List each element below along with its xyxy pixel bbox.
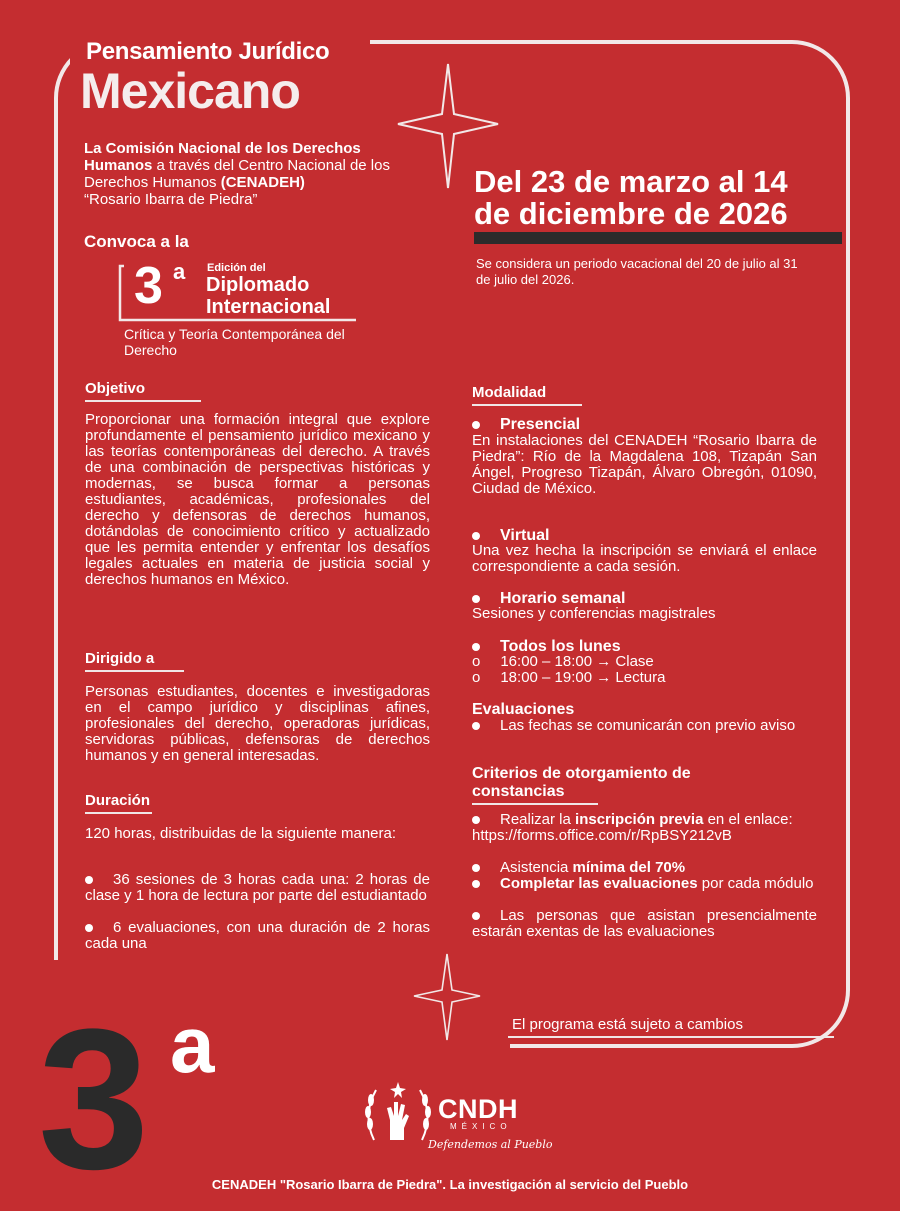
bullet-icon — [85, 924, 93, 932]
criterio-2-pre: Asistencia — [500, 859, 573, 876]
duracion-section — [85, 792, 430, 810]
bullet-icon — [472, 722, 480, 730]
disclaimer-underline — [508, 1036, 834, 1038]
evaluaciones-item — [472, 718, 817, 734]
objetivo-section — [85, 380, 430, 398]
presencial-text: En instalaciones del CENADEH “Rosario Ibarra de Piedra”: Río de la Magdalena 108, Tizapán San Ángel, Progreso Tizapán, Álvaro Obregón, 01090, Ciudad de México. — [472, 432, 817, 497]
ring-icon: o — [472, 653, 481, 670]
intro-bold1: La Comisión Nacional de los Derechos Humanos — [84, 140, 361, 174]
criterio-1-bold: inscripción previa — [575, 811, 704, 828]
duracion-item2 — [85, 920, 430, 952]
slot1-text: 16:00 – 18:00 → Clase — [500, 653, 654, 670]
criterio-2 — [472, 860, 817, 876]
convoca-heading: Convoca a la — [84, 232, 189, 251]
bullet-icon — [472, 864, 480, 872]
inscription-link[interactable]: https://forms.office.com/r/RpBSY212vB — [472, 827, 732, 844]
intro-normal1: a través del Centro Nacional de los Derechos Humanos — [84, 157, 390, 191]
duracion-item1 — [85, 872, 430, 904]
duracion-text: 120 horas, distribuidas de la siguiente manera: — [85, 825, 397, 842]
horario-text: Sesiones y conferencias magistrales — [472, 605, 716, 622]
date-line1: Del 23 de marzo al 14 — [474, 164, 788, 199]
bullet-icon — [472, 595, 480, 603]
date-range — [474, 166, 854, 230]
duracion-title: Duración — [85, 792, 152, 814]
objetivo-text: Proporcionar una formación integral que explore profundamente el pensamiento jurídico mexicano y las teorías contemporáneas del derecho. A través de una combinación de perspectivas históricas y modernas, se busca formar a personas estudiantes, académicas, profesionales del derecho y defensoras de derechos humanos, dotándolas de conocimiento crítico y actualizado que les permita entender y enfrentar los desafíos legales actuales en materia de justicia social y derechos humanos en México. — [85, 411, 430, 588]
cndh-logo-text: CNDH — [438, 1094, 518, 1124]
objetivo-title: Objetivo — [85, 380, 201, 402]
intro-bold2: (CENADEH) — [220, 174, 305, 191]
intro-paragraph — [84, 140, 414, 208]
footer-text: CENADEH "Rosario Ibarra de Piedra". La investigación al servicio del Pueblo — [211, 1177, 689, 1192]
presencial-title: Presencial — [500, 416, 581, 433]
criterios-title2: constancias — [472, 783, 598, 805]
modalidad-section — [472, 384, 817, 402]
edition-subtitle: Crítica y Teoría Contemporánea del Derecho — [124, 326, 345, 358]
virtual-title: Virtual — [500, 527, 550, 544]
lunes-title: Todos los lunes — [500, 638, 621, 655]
ring-icon: o — [472, 669, 481, 686]
criterio-1-pre: Realizar la — [500, 811, 576, 828]
dirigido-section — [85, 650, 430, 668]
bullet-icon — [472, 532, 480, 540]
cndh-emblem-icon — [360, 1080, 436, 1150]
date-underline — [474, 232, 842, 244]
criterio-3-post: por cada módulo — [697, 875, 814, 892]
criterio-1 — [472, 812, 817, 844]
evaluaciones-text: Las fechas se comunicarán con previo aviso — [500, 717, 796, 734]
criterio-2-bold: mínima del 70% — [572, 859, 686, 876]
criterio-4-text: Las personas que asistan presencialmente estarán exentas de las evaluaciones — [472, 907, 817, 940]
star-icon — [412, 952, 482, 1042]
brand-line2: Mexicano — [80, 63, 300, 119]
edition-diplomado: Diplomado — [206, 274, 310, 296]
bullet-icon — [472, 816, 480, 824]
criterio-4 — [472, 908, 817, 940]
bullet-icon — [472, 912, 480, 920]
vacation-note: Se considera un periodo vacacional del 20 de julio al 31 de julio del 2026. — [476, 256, 798, 287]
criterio-3 — [472, 876, 817, 892]
criterio-1-post: en el enlace: — [703, 811, 793, 828]
bullet-icon — [85, 876, 93, 884]
slot2-text: 18:00 – 19:00 → Lectura — [500, 669, 666, 686]
edition-number: 3 — [134, 257, 163, 315]
duracion-item2-text: 6 evaluaciones, con una duración de 2 horas cada una — [85, 919, 430, 952]
edition-small: Edición del — [207, 262, 266, 274]
brand-line1: Pensamiento Jurídico — [86, 38, 330, 65]
duracion-item1-text: 36 sesiones de 3 horas cada una: 2 horas de clase y 1 hora de lectura por parte del estudiantado — [85, 871, 430, 904]
big-edition-sup: a — [170, 1000, 215, 1089]
big-edition-number: 3 — [38, 988, 144, 1211]
intro-normal2: “Rosario Ibarra de Piedra” — [84, 191, 258, 208]
slot1 — [472, 654, 817, 670]
bullet-icon — [472, 421, 480, 429]
dirigido-text: Personas estudiantes, docentes e investigadoras en el campo jurídico y disciplinas afines, profesionales del derecho, operadoras jurídicas, servidoras públicas, defensoras de derechos humanos y en general interesadas. — [85, 683, 430, 764]
evaluaciones-title: Evaluaciones — [472, 701, 575, 718]
slot2 — [472, 670, 817, 686]
bullet-icon — [472, 880, 480, 888]
criterios-section — [472, 765, 817, 801]
horario-title: Horario semanal — [500, 590, 626, 607]
dirigido-title: Dirigido a — [85, 650, 184, 672]
cndh-slogan: Defendemos al Pueblo — [428, 1138, 553, 1151]
disclaimer: El programa está sujeto a cambios — [512, 1016, 743, 1033]
edition-internacional: Internacional — [206, 296, 331, 318]
criterio-3-bold: Completar las evaluaciones — [500, 875, 698, 892]
edition-sup: a — [173, 259, 186, 284]
criterios-title1: Criterios de otorgamiento de — [472, 765, 691, 782]
virtual-text: Una vez hecha la inscripción se enviará el enlace correspondiente a cada sesión. — [472, 542, 817, 575]
modalidad-title: Modalidad — [472, 384, 582, 406]
cndh-country: MÉXICO — [450, 1122, 512, 1131]
date-line2: de diciembre de 2026 — [474, 196, 788, 231]
bullet-icon — [472, 643, 480, 651]
